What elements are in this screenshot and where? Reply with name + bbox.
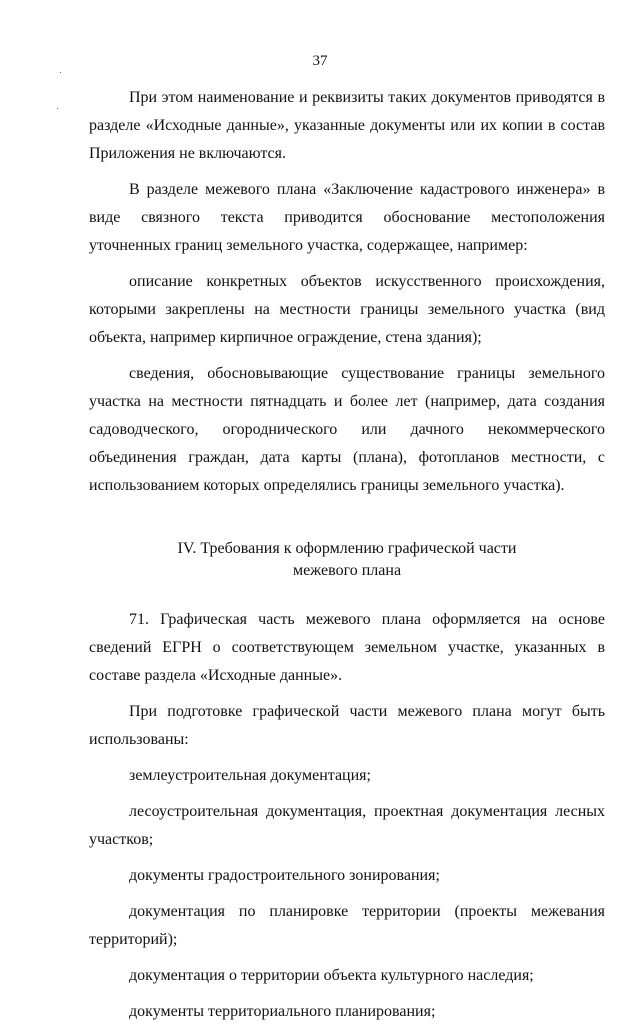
paragraph-attachments-note: При этом наименование и реквизиты таких документов приводятся в разделе «Исходные данные», указанные документы или их копии в состав Приложения не включаются. [89,89,605,162]
scan-speck [60,72,61,73]
list-item: лесоустроительная документация, проектная документация лесных участков; [89,803,605,848]
list-item: документация о территории объекта культурного наследия; [129,967,534,984]
section-heading-line-1: IV. Требования к оформлению графической части [177,540,517,557]
list-item: землеустроительная документация; [129,767,371,784]
paragraph-engineer-conclusion: В разделе межевого плана «Заключение кадастрового инженера» в виде связного текста приводится обоснование местоположения уточненных границ земельного участка, содержащее, например: [89,181,605,254]
list-item: документация по планировке территории (проекты межевания территорий); [89,903,605,948]
paragraph-sources-intro: При подготовке графической части межевого плана могут быть использованы: [89,703,605,748]
paragraph-artificial-objects: описание конкретных объектов искусственного происхождения, которыми закреплены на местности границы земельного участка (вид объекта, например кирпичное ограждение, стена здания); [89,273,605,346]
page-number: 37 [312,53,328,69]
section-heading [89,538,605,582]
document-body [89,84,605,1026]
list-item: документы территориального планирования; [129,1003,436,1020]
list-item: документы градостроительного зонирования; [129,867,440,884]
paragraph-boundary-evidence: сведения, обосновывающие существование границы земельного участка на местности пятнадцать и более лет (например, дата создания садоводческого, огороднического или дачного некоммерческого объединения граждан, дата карты (плана), фотопланов местности, с использованием которых определялись границы земельного участка). [89,365,605,494]
section-heading-line-2: межевого плана [292,562,402,579]
paragraph-71: 71. Графическая часть межевого плана оформляется на основе сведений ЕГРН о соответствующем земельном участке, указанных в составе раздела «Исходные данные». [89,611,605,684]
scan-speck [57,108,58,109]
